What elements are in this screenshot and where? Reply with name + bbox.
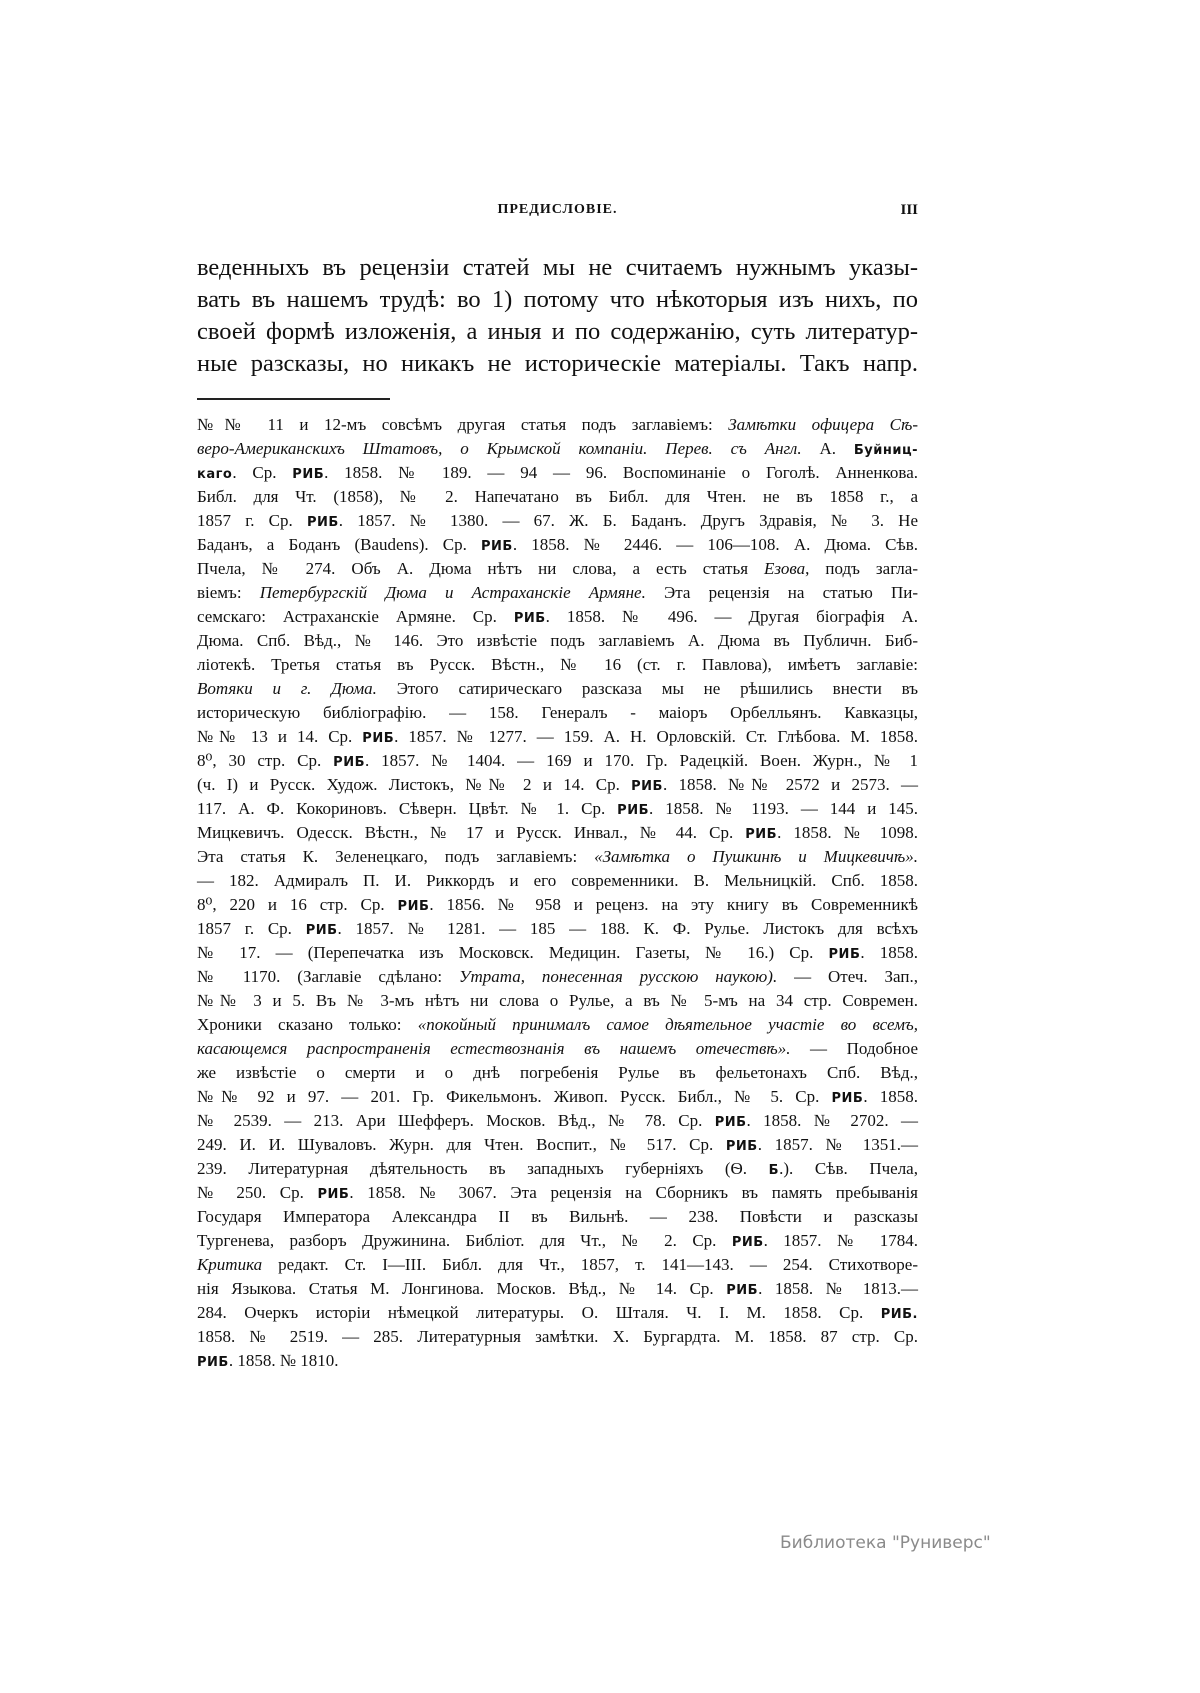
bold-abbreviation: Б (768, 1163, 780, 1178)
footnote-line (197, 773, 918, 797)
footnote-line (197, 1205, 918, 1229)
text-segment: же извѣстіе о смерти и о днѣ погребенія Рулье въ фельетонахъ Спб. Вѣд., (197, 1063, 918, 1082)
footnote-line (197, 1061, 918, 1085)
text-segment: Мицкевичъ. Одесск. Вѣстн., № 17 и Русск. Инвал., № 44. Ср. (197, 823, 746, 842)
text-segment: , подъ загла- (805, 559, 918, 578)
text-line: вать въ нашемъ трудѣ: во 1) потому что нѣкоторыя изъ нихъ, по (197, 286, 918, 313)
text-line: своей формѣ изложенія, а иныя и по содержанію, суть литератур- (197, 318, 918, 345)
text-segment: № 2539. — 213. Ари Шефферъ. Москов. Вѣд., № 78. Ср. (197, 1111, 715, 1130)
bold-abbreviation: РИБ (333, 755, 365, 770)
page-number: III (900, 202, 918, 218)
text-segment: . 1857. № 1784. (763, 1231, 918, 1250)
italic-title: Критика (197, 1255, 263, 1274)
italic-title: Замѣтки офицера Сѣ- (728, 415, 918, 434)
text-segment: Баданъ, а Боданъ (Baudens). Ср. (197, 535, 481, 554)
text-segment: . 1857. № 1351.— (757, 1135, 918, 1154)
text-segment: Тургенева, разборъ Дружинина. Библіот. для Чт., № 2. Ср. (197, 1231, 732, 1250)
text-segment: Эта рецензія на статью Пи- (645, 583, 918, 602)
bold-abbreviation: РИБ (617, 803, 649, 818)
text-segment: №№ 3 и 5. Въ № 3-мъ нѣтъ ни слова о Рулье, а въ № 5-мъ на 34 стр. Современ. (197, 991, 918, 1010)
text-segment: . Ср. (232, 463, 293, 482)
text-segment: . 1858. (863, 1087, 918, 1106)
running-head (197, 202, 918, 226)
footnote (197, 413, 918, 1373)
text-segment: Хроники сказано только: (197, 1015, 418, 1034)
text-segment: . 1858. № 2702. — (746, 1111, 918, 1130)
text-segment: . 1858. № 1810. (228, 1351, 339, 1370)
footnote-line (197, 1277, 918, 1301)
text-segment: А. (801, 439, 854, 458)
bold-abbreviation: РИБ (714, 1115, 747, 1130)
footnote-line (197, 989, 918, 1013)
text-segment: 239. Литературная дѣятельность въ западныхъ губерніяхъ (Ѳ. (197, 1159, 769, 1178)
bold-abbreviation: каго (197, 467, 233, 482)
bold-abbreviation: РИБ (306, 515, 339, 530)
text-segment: . 1857. № 1277. — 159. А. Н. Орловскій. Ст. Глѣбова. М. 1858. (394, 727, 918, 746)
bold-abbreviation: РИБ (828, 947, 861, 962)
footnote-line (197, 461, 918, 485)
footnote-line (197, 629, 918, 653)
bold-abbreviation: РИБ (397, 899, 430, 914)
footnote-line (197, 1325, 918, 1349)
italic-title: Петербургскій Дюма и Астраханскіе Армяне. (259, 583, 646, 602)
footnote-line (197, 1229, 918, 1253)
bold-abbreviation: Буйниц- (853, 443, 919, 458)
text-segment: историческую библіографію. — 158. Генералъ - маіоръ Орбелльянъ. Кавказцы, (197, 703, 918, 722)
footnote-line (197, 533, 918, 557)
text-segment: віемъ: (197, 583, 260, 602)
text-segment: Пчела, № 274. Объ А. Дюма нѣтъ ни слова, а есть статья (197, 559, 765, 578)
footnote-line (197, 725, 918, 749)
footnote-line (197, 797, 918, 821)
text-segment: . 1858. (860, 943, 918, 962)
text-segment: .). Сѣв. Пчела, (779, 1159, 918, 1178)
text-segment: . 1857. № 1404. — 169 и 170. Гр. Радецкій. Воен. Журн., № 1 (365, 751, 919, 770)
bold-abbreviation: РИБ (731, 1235, 764, 1250)
bold-abbreviation: РИБ (631, 779, 663, 794)
footnote-line (197, 845, 918, 869)
text-segment: нія Языкова. Статья М. Лонгинова. Москов. Вѣд., № 14. Ср. (197, 1279, 727, 1298)
text-segment: 8⁰, 30 стр. Ср. (197, 751, 334, 770)
footnote-line (197, 965, 918, 989)
text-segment: . 1858. № 3067. Эта рецензія на Сборникъ въ память пребыванія (349, 1183, 918, 1202)
footnote-line (197, 485, 918, 509)
footnote-line (197, 581, 918, 605)
text-segment: ліотекѣ. Третья статья въ Русск. Вѣстн., № 16 (ст. г. Павлова), имѣетъ заглавіе: (197, 655, 918, 674)
italic-title: Утрата, понесенная русскою наукою). (459, 967, 778, 986)
text-segment: 1858. № 2519. — 285. Литературныя замѣтки. Х. Бургардта. М. 1858. 87 стр. Ср. (197, 1327, 918, 1346)
footnote-line (197, 1037, 918, 1061)
bold-abbreviation: РИБ. (880, 1307, 918, 1322)
bold-abbreviation: РИБ (745, 827, 778, 842)
text-segment: Библ. для Чт. (1858), № 2. Напечатано въ Библ. для Чтен. не въ 1858 г., а (197, 487, 918, 506)
footnote-line (197, 677, 918, 701)
footnote-line (197, 701, 918, 725)
footnote-line (197, 437, 918, 461)
text-segment: 284. Очеркъ исторіи нѣмецкой литературы. О. Шталя. Ч. I. М. 1858. Ср. (197, 1303, 881, 1322)
bold-abbreviation: РИБ (726, 1283, 759, 1298)
text-segment: . 1857. № 1281. — 185 — 188. К. Ф. Рулье. Листокъ для всѣхъ (337, 919, 918, 938)
text-segment: № 250. Ср. (197, 1183, 318, 1202)
italic-title: Езова (764, 559, 806, 578)
text-segment: — Отеч. Зап., (777, 967, 918, 986)
text-segment: . 1858. № 189. — 94 — 96. Воспоминаніе о Гоголѣ. Анненкова. (324, 463, 918, 482)
footnote-line (197, 1109, 918, 1133)
footnote-line (197, 749, 918, 773)
text-segment: редакт. Ст. I—III. Библ. для Чт., 1857, т. 141—143. — 254. Стихотворе- (262, 1255, 918, 1274)
text-segment: . 1857. № 1380. — 67. Ж. Б. Баданъ. Другъ Здравія, № 3. Не (338, 511, 918, 530)
footnote-line (197, 1133, 918, 1157)
bold-abbreviation: РИБ (197, 1355, 229, 1370)
footnote-line (197, 893, 918, 917)
text-segment: — Подобное (790, 1039, 919, 1058)
text-segment: Этого сатирическаго разсказа мы не рѣшились внести въ (376, 679, 918, 698)
footnote-line (197, 413, 918, 437)
footnote-line (197, 1181, 918, 1205)
footnote-line (197, 917, 918, 941)
text-segment: — 182. Адмиралъ П. И. Риккордъ и его современники. В. Мельницкій. Спб. 1858. (197, 871, 918, 890)
text-segment: 117. А. Ф. Кокориновъ. Сѣверн. Цвѣт. № 1. Ср. (197, 799, 618, 818)
chapter-title: ПРЕДИСЛОВІЕ. (497, 202, 618, 217)
footnote-line (197, 1013, 918, 1037)
text-segment: . 1856. № 958 и реценз. на эту книгу въ Современникѣ (429, 895, 918, 914)
footnote-line (197, 869, 918, 893)
footnote-line (197, 557, 918, 581)
bold-abbreviation: РИБ (831, 1091, 864, 1106)
text-line: веденныхъ въ рецензіи статей мы не считаемъ нужнымъ указы- (197, 254, 918, 281)
footnote-line (197, 1157, 918, 1181)
bold-abbreviation: РИБ (480, 539, 513, 554)
footnote-line (197, 821, 918, 845)
italic-title: «Замѣтка о Пушкинѣ и Мицкевичѣ». (594, 847, 918, 866)
italic-title: «покойный принималъ самое дѣятельное участіе во всемъ, (417, 1015, 919, 1034)
footnote-line (197, 1349, 918, 1373)
bold-abbreviation: РИБ (305, 923, 338, 938)
bold-abbreviation: РИБ (725, 1139, 758, 1154)
italic-title: Вотяки и г. Дюма. (197, 679, 377, 698)
footnote-divider (197, 398, 390, 400)
footnote-line (197, 605, 918, 629)
text-segment: . 1858. № 1193. — 144 и 145. (649, 799, 919, 818)
main-text (197, 252, 918, 380)
text-segment: Дюма. Спб. Вѣд., № 146. Это извѣстіе подъ заглавіемъ А. Дюма въ Публичн. Биб- (197, 631, 918, 650)
text-segment: . 1858. №№ 2572 и 2573. — (662, 775, 918, 794)
text-segment: 1857 г. Ср. (197, 511, 307, 530)
italic-title: касающемся распространенія естествознанія въ нашемъ отечествѣ». (197, 1039, 791, 1058)
footnote-line (197, 1301, 918, 1325)
text-segment: семскаго: Астраханскіе Армяне. Ср. (197, 607, 514, 626)
text-segment: . 1858. № 1813.— (758, 1279, 918, 1298)
text-segment: Государя Императора Александра II въ Вильнѣ. — 238. Повѣсти и разсказы (197, 1207, 918, 1226)
text-segment: 1857 г. Ср. (197, 919, 306, 938)
text-segment: Эта статья К. Зеленецкаго, подъ заглавіемъ: (197, 847, 595, 866)
footnote-line (197, 1085, 918, 1109)
footnote-line (197, 941, 918, 965)
text-segment: 8⁰, 220 и 16 стр. Ср. (197, 895, 398, 914)
text-segment: № 1170. (Заглавіе сдѣлано: (197, 967, 460, 986)
text-segment: № 17. — (Перепечатка изъ Московск. Медицин. Газеты, № 16.) Ср. (197, 943, 829, 962)
italic-title: веро-Американскихъ Штатовъ, о Крымской компаніи. Перев. съ Англ. (197, 439, 802, 458)
bold-abbreviation: РИБ (362, 731, 395, 746)
text-segment: (ч. I) и Русск. Худож. Листокъ, №№ 2 и 14. Ср. (197, 775, 632, 794)
text-segment: №№ 11 и 12-мъ совсѣмъ другая статья подъ заглавіемъ: (197, 415, 729, 434)
text-segment: . 1858. № 496. — Другая біографія А. (545, 607, 919, 626)
text-segment: №№ 13 и 14. Ср. (197, 727, 363, 746)
library-watermark: Библиотека "Руниверс" (780, 1533, 991, 1553)
text-segment: 249. И. И. Шуваловъ. Журн. для Чтен. Воспит., № 517. Ср. (197, 1135, 726, 1154)
footnote-line (197, 653, 918, 677)
bold-abbreviation: РИБ (513, 611, 546, 626)
bold-abbreviation: РИБ (292, 467, 325, 482)
text-line: ные разсказы, но никакъ не историческіе матеріалы. Такъ напр. (197, 350, 918, 377)
bold-abbreviation: РИБ (317, 1187, 350, 1202)
text-segment: . 1858. № 1098. (777, 823, 918, 842)
text-segment: №№ 92 и 97. — 201. Гр. Фикельмонъ. Живоп. Русск. Библ., № 5. Ср. (197, 1087, 832, 1106)
text-segment: . 1858. № 2446. — 106—108. А. Дюма. Сѣв. (512, 535, 918, 554)
footnote-line (197, 1253, 918, 1277)
footnote-line (197, 509, 918, 533)
